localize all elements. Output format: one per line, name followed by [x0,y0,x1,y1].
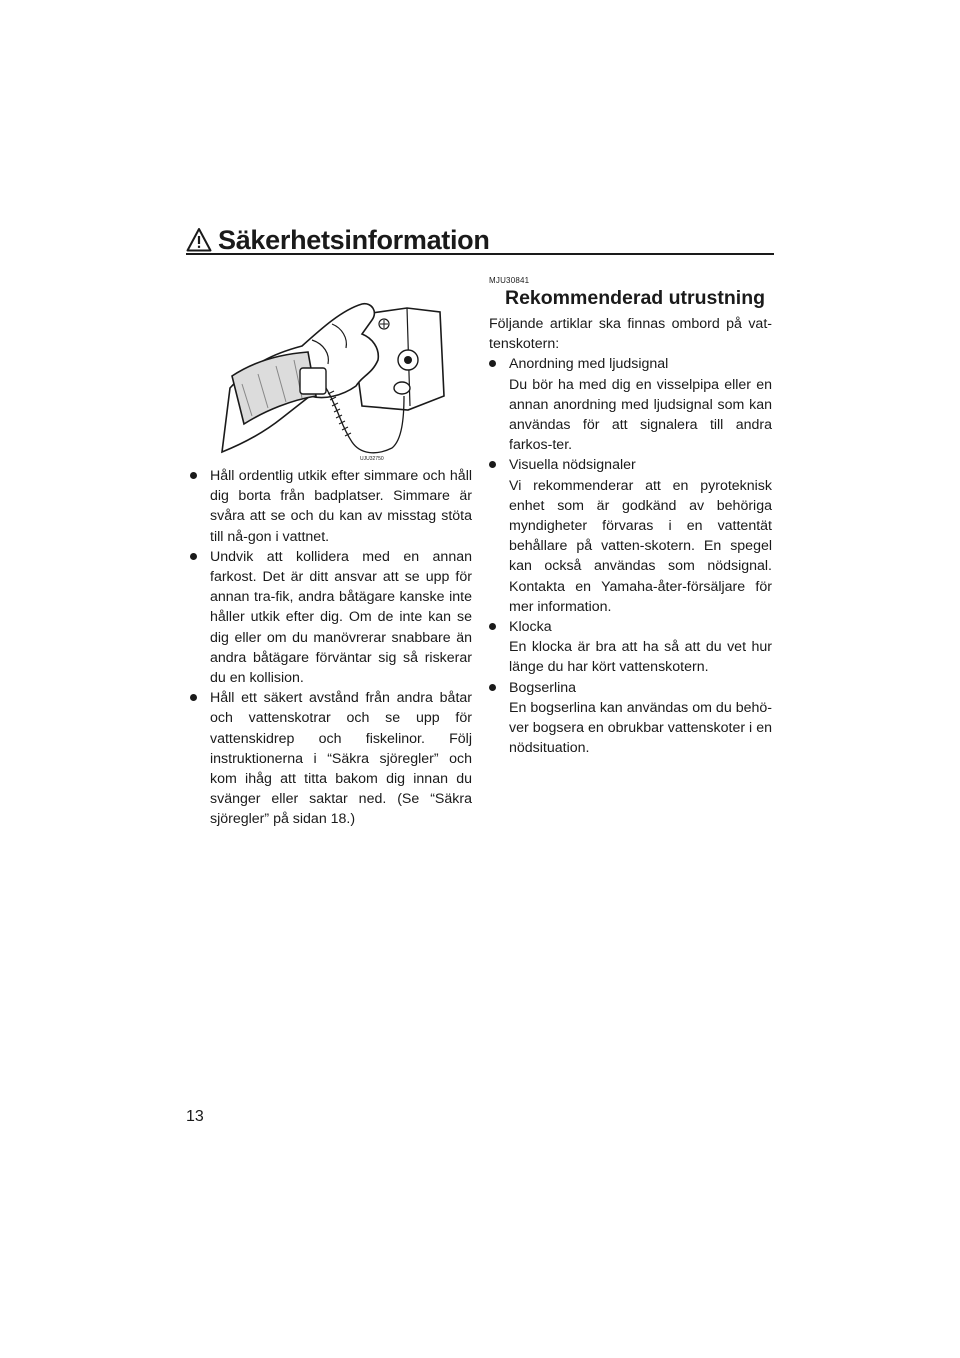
bullet-icon [190,472,197,479]
list-item [190,547,472,688]
page-title: Säkerhetsinformation [218,224,490,255]
item-body: Du bör ha med dig en visselpipa eller en annan anordning med ljudsignal som kan användas för att signalera till andra farkos-ter. [509,376,772,454]
item-heading: Klocka [509,619,552,636]
list-item-text: Håll ett säkert avstånd från andra båtar och vattenskotrar och se upp för vattenskidrep och fiskelinor. Följ instruktionerna i “Säkra sjöregler” och kom ihåg att titta bakom dig innan du svänger eller saktar ned. (Se “Säkra sjöregler” på sidan 18.) [210,690,472,828]
item-body: En bogserlina kan användas om du behö-ver bogsera en obrukbar vattenskoter i en nödsituation. [509,699,772,757]
bullet-icon [489,360,496,367]
section-code: MJU30841 [489,276,530,285]
left-column [190,466,472,830]
section-title: Rekommenderad utrustning [505,287,766,309]
bullet-icon [190,694,197,701]
bullet-icon [190,553,197,560]
list-item [489,678,772,759]
list-item [190,466,472,547]
warning-triangle-icon [186,227,212,253]
bullet-icon [489,623,496,630]
illustration-code: UJU32750 [360,456,384,462]
item-body: Vi rekommenderar att en pyroteknisk enhet som är godkänd av behöriga myndigheter förvaras i en vattentät behållare på vatten-skotern. En spegel kan också användas som nödsignal. Kontakta en Yamaha-åter-försäljare för mer information. [509,477,772,615]
item-heading: Bogserlina [509,679,577,696]
list-item [489,455,772,617]
right-column [489,276,772,758]
page-number: 13 [186,1108,204,1125]
list-item-text: Håll ordentlig utkik efter simmare och håll dig borta från badplatser. Simmare är svåra att se och du kan av misstag stöta till nå-gon i vattnet. [210,468,472,545]
list-item [489,617,772,678]
equipment-list [489,354,772,758]
list-item-text: Undvik att kollidera med en annan farkost. Det är ditt ansvar att se upp för annan tra-fik, andra båtägare kanske inte håller utkik efter dig. Om de inte kan se dig eller om du manövrerar snabbare än andra båtägare förväntar sig så riskerar du en kollision. [210,548,472,687]
item-heading: Anordning med ljudsignal [509,356,669,373]
lanyard-illustration [212,268,470,464]
header-divider [186,253,774,255]
list-item [489,354,772,455]
section-intro: Följande artiklar ska finnas ombord på vat-tenskotern: [489,316,772,353]
bullet-icon [489,461,496,468]
safety-bullet-list [190,466,472,830]
item-heading: Visuella nödsignaler [509,457,636,474]
list-item [190,688,472,829]
bullet-icon [489,684,496,691]
item-body: En klocka är bra att ha så att du vet hur länge du har kört vattenskotern. [509,639,772,676]
